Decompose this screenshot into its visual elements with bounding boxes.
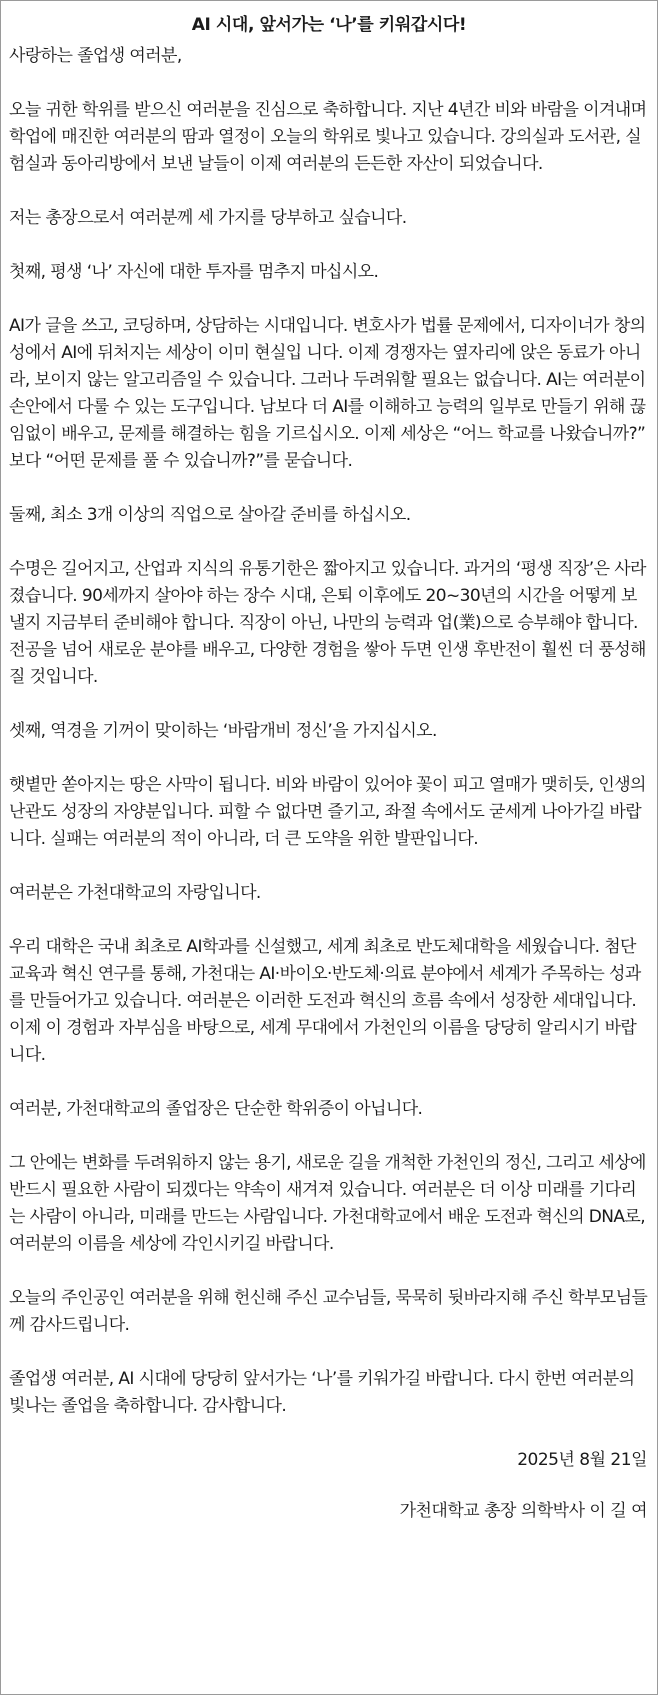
heading-third-request: 셋째, 역경을 기꺼이 맞이하는 ‘바람개비 정신’을 가지십시오. — [9, 721, 437, 741]
heading-second-request: 둘째, 최소 3개 이상의 직업으로 살아갈 준비를 하십시오. — [9, 505, 411, 525]
paragraph-intro-requests: 저는 총장으로서 여러분께 세 가지를 당부하고 싶습니다. — [9, 208, 407, 228]
paragraph-closing: 졸업생 여러분, AI 시대에 당당히 앞서가는 ‘나’를 키워가길 바랍니다. 다시 한번 여러분의 빛나는 졸업을 축하합니다. 감사합니다. — [9, 1369, 635, 1416]
letter-date: 2025년 8월 21일 — [517, 1450, 647, 1470]
paragraph-second-request: 수명은 길어지고, 산업과 지식의 유통기한은 짧아지고 있습니다. 과거의 ‘평생 직장’은 사라졌습니다. 90세까지 살아야 하는 장수 시대, 은퇴 이후에도 20~30년의 시간을 어떻게 보낼지 지금부터 준비해야 합니다. 직장이 아닌, 나만의 능력과 업(業)으로 승부해야 합니다. 전공을 넘어 새로운 분야를 배우고, 다양한 경험을 쌓아 두면 인생 후반전이 훨씬 더 풍성해질 것입니다. — [9, 559, 646, 687]
paragraph-pride: 여러분은 가천대학교의 자랑입니다. — [9, 883, 261, 903]
paragraph-diploma-meaning: 그 안에는 변화를 두려워하지 않는 용기, 새로운 길을 개척한 가천인의 정신, 그리고 세상에 반드시 필요한 사람이 되겠다는 약속이 새겨져 있습니다. 여러분은 더 이상 미래를 기다리는 사람이 아니라, 미래를 만드는 사람입니다. 가천대학교에서 배운 도전과 혁신의 DNA로, 여러분의 이름을 세상에 각인시키길 바랍니다. — [9, 1153, 646, 1254]
paragraph-third-request: 햇볕만 쏟아지는 땅은 사막이 됩니다. 비와 바람이 있어야 꽃이 피고 열매가 맺히듯, 인생의 난관도 성장의 자양분입니다. 피할 수 없다면 즐기고, 좌절 속에서도 굳세게 나아가길 바랍니다. 실패는 여러분의 적이 아니라, 더 큰 도약을 위한 발판입니다. — [9, 775, 646, 849]
letter-body — [9, 43, 649, 1420]
paragraph-thanks: 오늘의 주인공인 여러분을 위해 헌신해 주신 교수님들, 묵묵히 뒷바라지해 주신 학부모님들께 감사드립니다. — [9, 1288, 648, 1335]
paragraph-university: 우리 대학은 국내 최초로 AI학과를 신설했고, 세계 최초로 반도체대학을 세웠습니다. 첨단 교육과 혁신 연구를 통해, 가천대는 AI·바이오·반도체·의료 분야에서 세계가 주목하는 성과를 만들어가고 있습니다. 여러분은 이러한 도전과 혁신의 흐름 속에서 성장한 세대입니다. 이제 이 경험과 자부심을 바탕으로, 세계 무대에서 가천인의 이름을 당당히 알리시기 바랍니다. — [9, 937, 641, 1065]
paragraph-diploma: 여러분, 가천대학교의 졸업장은 단순한 학위증이 아닙니다. — [9, 1099, 423, 1119]
heading-first-request: 첫째, 평생 ‘나’ 자신에 대한 투자를 멈추지 마십시오. — [9, 262, 379, 282]
letter-title: AI 시대, 앞서가는 ‘나’를 키워갑시다! — [191, 15, 467, 35]
greeting: 사랑하는 졸업생 여러분, — [9, 46, 182, 66]
paragraph-congratulations: 오늘 귀한 학위를 받으신 여러분을 진심으로 축하합니다. 지난 4년간 비와 바람을 이겨내며 학업에 매진한 여러분의 땀과 열정이 오늘의 학위로 빛나고 있습니다. 강의실과 도서관, 실험실과 동아리방에서 보낸 날들이 이제 여러분의 든든한 자산이 되었습니다. — [9, 100, 647, 174]
letter-signature: 가천대학교 총장 의학박사 이 길 여 — [399, 1501, 647, 1521]
paragraph-first-request: AI가 글을 쓰고, 코딩하며, 상담하는 시대입니다. 변호사가 법률 문제에서, 디자이너가 창의성에서 AI에 뒤처지는 세상이 이미 현실입 니다. 이제 경쟁자는 옆자리에 앉은 동료가 아니라, 보이지 않는 알고리즘일 수 있습니다. 그러나 두려워할 필요는 없습니다. AI는 여러분이 손안에서 다룰 수 있는 도구입니다. 남보다 더 AI를 이해하고 능력의 일부로 만들기 위해 끊임없이 배우고, 문제를 해결하는 힘을 기르십시오. 이제 세상은 “어느 학교를 나왔습니까?” 보다 “어떤 문제를 풀 수 있습니까?”를 묻습니다. — [9, 316, 646, 471]
